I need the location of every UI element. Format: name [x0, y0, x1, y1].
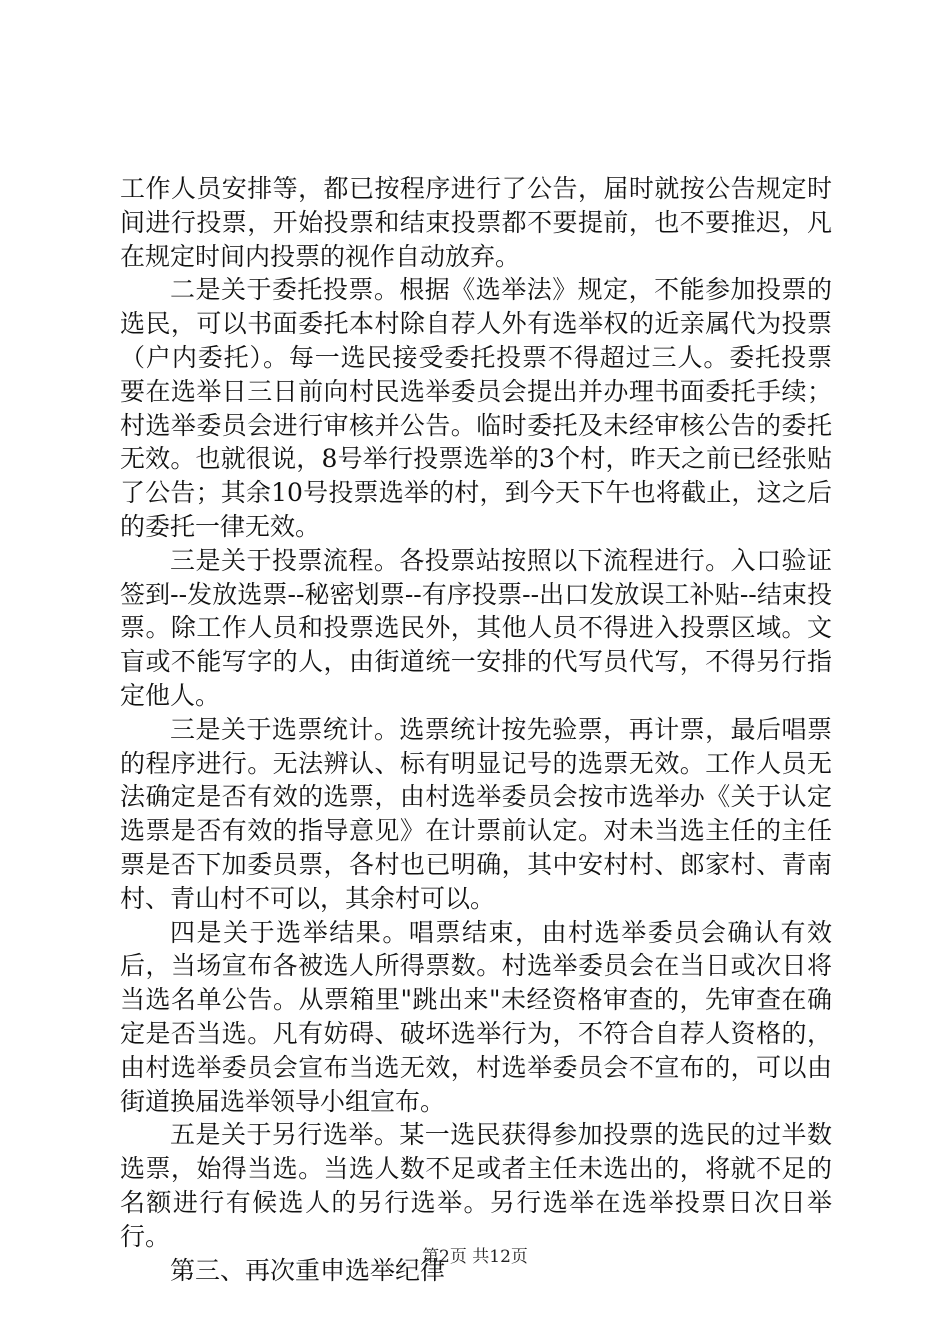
paragraph-continuation: 工作人员安排等，都已按程序进行了公告，届时就按公告规定时间进行投票，开始投票和结束投票都不要提前，也不要推迟，凡在规定时间内投票的视作自动放弃。 [120, 174, 832, 271]
page-number-footer: 第2页 共12页 [422, 1247, 528, 1267]
paragraph-additional-election: 五是关于另行选举。某一选民获得参加投票的选民的过半数选票，始得当选。当选人数不足或者主任未选出的，将就不足的名额进行有候选人的另行选举。另行选举在选举投票日次日举行。 [120, 1120, 832, 1251]
paragraph-voting-process: 三是关于投票流程。各投票站按照以下流程进行。入口验证签到--发放选票--秘密划票--有序投票--出口发放误工补贴--结束投票。除工作人员和投票选民外，其他人员不得进入投票区域。文盲或不能写字的人，由街道统一安排的代写员代写，不得另行指定他人。 [120, 545, 832, 710]
paragraph-proxy-voting: 二是关于委托投票。根据《选举法》规定，不能参加投票的选民，可以书面委托本村除自荐人外有选举权的近亲属代为投票（户内委托）。每一选民接受委托投票不得超过三人。委托投票要在选举日三日前向村民选举委员会提出并办理书面委托手续；村选举委员会进行审核并公告。临时委托及未经审核公告的委托无效。也就很说，8号举行投票选举的3个村，昨天之前已经张贴了公告；其余10号投票选举的村，到今天下午也将截止，这之后的委托一律无效。 [120, 275, 832, 541]
section-heading-discipline: 第三、再次重申选举纪律 [170, 1255, 446, 1285]
paragraph-election-results: 四是关于选举结果。唱票结束，由村选举委员会确认有效后，当场宣布各被选人所得票数。村选举委员会在当日或次日将当选名单公告。从票箱里"跳出来"未经资格审查的，先审查在确定是否当选。凡有妨碍、破坏选举行为，不符合自荐人资格的，由村选举委员会宣布当选无效，村选举委员会不宣布的，可以由街道换届选举领导小组宣布。 [120, 917, 832, 1116]
paragraph-ballot-counting: 三是关于选票统计。选票统计按先验票，再计票，最后唱票的程序进行。无法辨认、标有明显记号的选票无效。工作人员无法确定是否有效的选票，由村选举委员会按市选举办《关于认定选票是否有效的指导意见》在计票前认定。对未当选主任的主任票是否下加委员票，各村也已明确，其中安村村、郎家村、青南村、青山村不可以，其余村可以。 [120, 714, 832, 913]
document-body [120, 172, 832, 1287]
